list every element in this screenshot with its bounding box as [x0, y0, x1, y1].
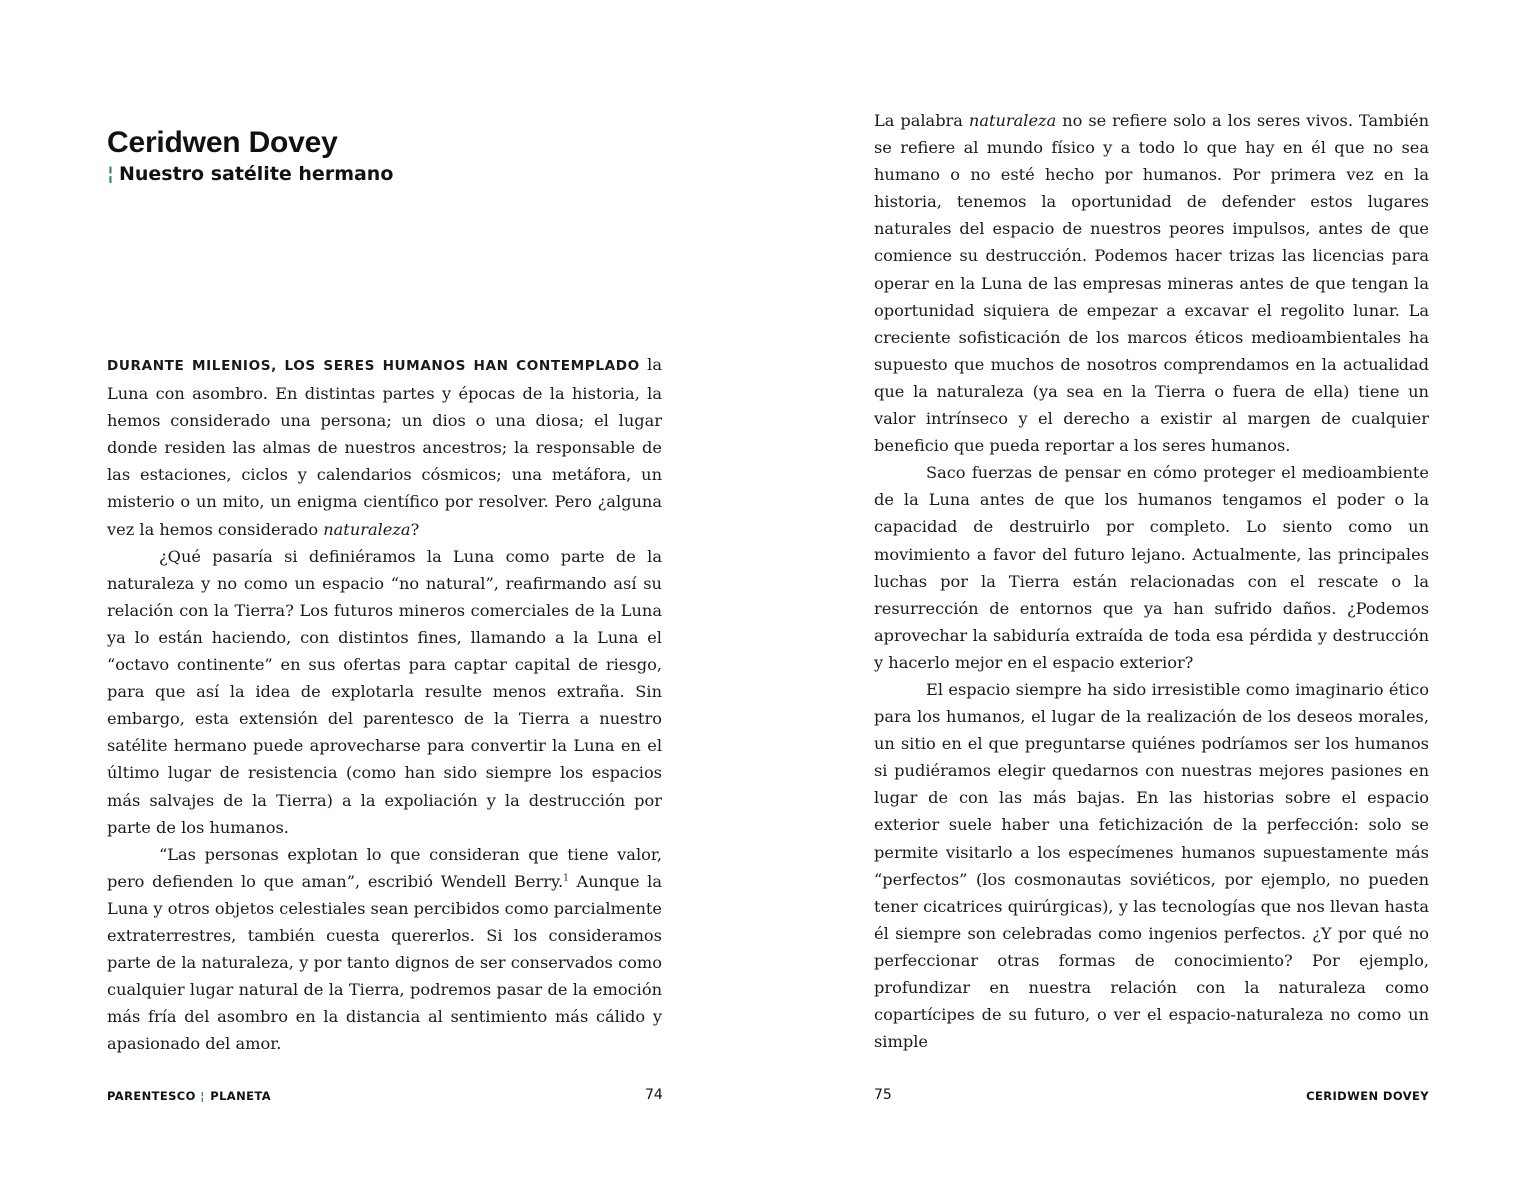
left-body-text [107, 351, 662, 1057]
paragraph-text: La palabra [874, 111, 969, 130]
subtitle-separator: ¦ [107, 163, 114, 185]
footer-book-title: PARENTESCO [107, 1089, 196, 1103]
chapter-subtitle [107, 163, 393, 185]
running-head-author: CERIDWEN DOVEY [1306, 1089, 1429, 1103]
page-number: 75 [874, 1087, 892, 1103]
paragraph-text: “Las personas explotan lo que consideran que tiene valor, pero defienden lo que aman”, escribió Wendell Berry. [107, 844, 662, 891]
chapter-author: Ceridwen Dovey [107, 126, 338, 159]
footer-separator: ¦ [200, 1089, 205, 1103]
paragraph [107, 841, 662, 1058]
paragraph: ¿Qué pasaría si definiéramos la Luna como parte de la naturaleza y no como un espacio “no natural”, reafirmando así su relación con la Tierra? Los futuros mineros comerciales de la Luna ya lo están haciendo, con distintos fines, llamando a la Luna el “octavo continente” en sus ofertas para captar capital de riesgo, para que así la idea de explotarla resulte menos extraña. Sin embargo, esta extensión del parentesco de la Tierra a nuestro satélite hermano puede aprovecharse para convertir la Luna en el último lugar de resistencia (como han sido siempre los espacios más salvajes de la Tierra) a la expoliación y la destrucción por parte de los humanos. [107, 546, 662, 837]
paragraph-text: la Luna con asombro. En distintas partes y épocas de la historia, la hemos considerado una persona; un dios o una diosa; el lugar donde residen las almas de nuestros ancestros; la responsable de las estaciones, ciclos y calendarios cósmicos; una metáfora, un misterio o un mito, un enigma científico por resolver. Pero ¿alguna vez la hemos considerado [107, 355, 662, 539]
footer-section: PLANETA [210, 1089, 272, 1103]
running-footer [107, 1089, 271, 1103]
paragraph-text: Aunque la Luna y otros objetos celestiales sean percibidos como parcialmente extraterrestres, también cuesta quererlos. Si los consideramos parte de la naturaleza, y por tanto dignos de ser conservados como cualquier lugar natural de la Tierra, podremos pasar de la emoción más fría del asombro en la distancia al sentimiento más cálido y apasionado del amor. [107, 871, 662, 1054]
paragraph [874, 107, 1429, 459]
emphasis: naturaleza [968, 111, 1057, 130]
paragraph-text: ? [410, 519, 420, 539]
subtitle-text: Nuestro satélite hermano [118, 163, 394, 185]
left-page [0, 0, 767, 1181]
paragraph-text: no se refiere solo a los seres vivos. También se refiere al mundo físico y a todo lo que hay en él que no sea humano o no esté hecho por humanos. Por primera vez en la historia, tenemos la oportunidad de defender estos lugares naturales del espacio de nuestros peores impulsos, antes de que comience su destrucción. Podemos hacer trizas las licencias para operar en la Luna de las empresas mineras antes de que tengan la oportunidad siquiera de empezar a excavar el regolito lunar. La creciente sofisticación de los marcos éticos medioambientales ha supuesto que muchos de nosotros comprendamos en la actualidad que la naturaleza (ya sea en la Tierra o fuera de ella) tiene un valor intrínseco y el derecho a existir al margen de cualquier beneficio que pueda reportar a los seres humanos. [874, 111, 1429, 456]
paragraph [107, 351, 662, 543]
paragraph: Saco fuerzas de pensar en cómo proteger el medioambiente de la Luna antes de que los humanos tengamos el poder o la capacidad de destruirlo por completo. Lo siento como un movimiento a favor del futuro lejano. Actualmente, las principales luchas por la Tierra están relacionadas con el rescate o la resurrección de entornos que ya han sufrido daños. ¿Podemos aprovechar la sabiduría extraída de toda esa pérdida y destrucción y hacerlo mejor en el espacio exterior? [874, 463, 1429, 672]
page-number: 74 [645, 1087, 663, 1103]
paragraph: El espacio siempre ha sido irresistible como imaginario ético para los humanos, el lugar de la realización de los deseos morales, un sitio en el que preguntarse quiénes podríamos ser los humanos si pudiéramos elegir quedarnos con nuestras mejores pasiones en lugar de con las más bajas. En las historias sobre el espacio exterior suele haber una fetichización de la perfección: solo se permite visitarlo a los especímenes humanos supuestamente más “perfectos” (los cosmonautas soviéticos, por ejemplo, no pueden tener cicatrices quirúrgicas), y las tecnologías que nos llevan hasta él siempre son celebradas como ingenios perfectos. ¿Y por qué no perfeccionar otras formas de conocimiento? Por ejemplo, profundizar en nuestra relación con la naturaleza como copartícipes de su futuro, o ver el espacio-naturaleza no como un simple [874, 679, 1429, 1052]
emphasis: naturaleza [323, 519, 411, 539]
right-body-text [874, 107, 1429, 1055]
footnote-ref[interactable]: 1 [563, 873, 569, 884]
lead-in: DURANTE MILENIOS, LOS SERES HUMANOS HAN CONTEMPLADO [107, 358, 640, 374]
right-page [767, 0, 1534, 1181]
